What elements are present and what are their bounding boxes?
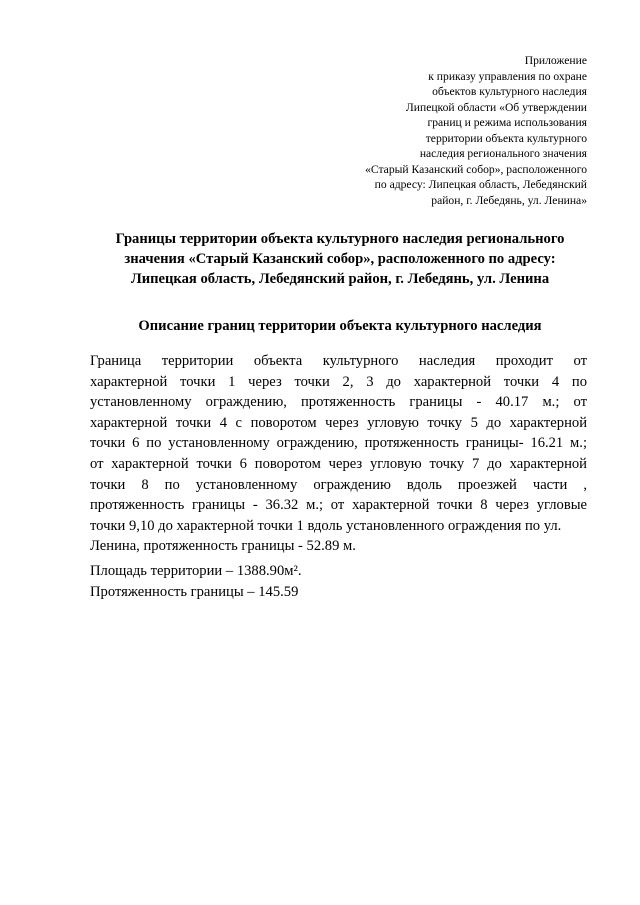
title-line: значения «Старый Казанский собор», расположенного по адресу:	[124, 251, 556, 267]
title-line: Липецкая область, Лебедянский район, г. Лебедянь, ул. Ленина	[130, 271, 550, 287]
title-line: Границы территории объекта культурного наследия регионального	[115, 231, 565, 247]
appendix-line: «Старый Казанский собор», расположенного	[365, 162, 587, 176]
description-line: характерной точки 4 с поворотом через угловую точку 5 до характерной	[90, 414, 587, 431]
appendix-line: объектов культурного наследия	[432, 85, 587, 98]
description-line: характерной точки 1 через точки 2, 3 до характерной точки 4 по	[90, 373, 587, 390]
appendix-line: район, г. Лебедянь, ул. Ленина»	[431, 193, 587, 207]
appendix-line: территории объекта культурного	[425, 131, 587, 145]
description-line: протяженность границы - 36.32 м.; от характерной точки 8 через угловые	[90, 497, 587, 514]
document-title	[60, 229, 620, 289]
description-line: установленному ограждению, протяженность границы - 40.17 м.; от	[90, 394, 587, 411]
description-line: точки 9,10 до характерной точки 1 вдоль установленного ограждения по ул.	[90, 517, 562, 534]
boundary-length-text: Протяженность границы – 145.59	[90, 583, 299, 600]
appendix-line: границ и режима использования	[427, 116, 587, 129]
description-line: точки 6 по установленному ограждению, протяженность границы- 16.21 м.;	[90, 435, 587, 452]
boundary-description	[90, 351, 587, 557]
appendix-line: Липецкой области «Об утверждении	[405, 100, 587, 114]
description-line: Ленина, протяженность границы - 52.89 м.	[90, 538, 356, 555]
section-heading: Описание границ территории объекта культурного наследия	[138, 318, 542, 334]
summary-block	[90, 561, 302, 602]
description-line: Граница территории объекта культурного наследия проходит от	[90, 353, 587, 369]
appendix-line: по адресу: Липецкая область, Лебедянский	[374, 178, 587, 191]
area-text: Площадь территории – 1388.90м².	[90, 563, 302, 579]
appendix-line: Приложение	[524, 54, 587, 67]
appendix-header	[287, 53, 587, 208]
description-line: от характерной точки 6 поворотом через угловую точку 7 до характерной	[90, 455, 587, 472]
appendix-line: наследия регионального значения	[419, 147, 587, 160]
description-line: точки 8 по установленному ограждению вдоль проезжей части ,	[90, 476, 587, 493]
appendix-line: к приказу управления по охране	[428, 69, 587, 83]
